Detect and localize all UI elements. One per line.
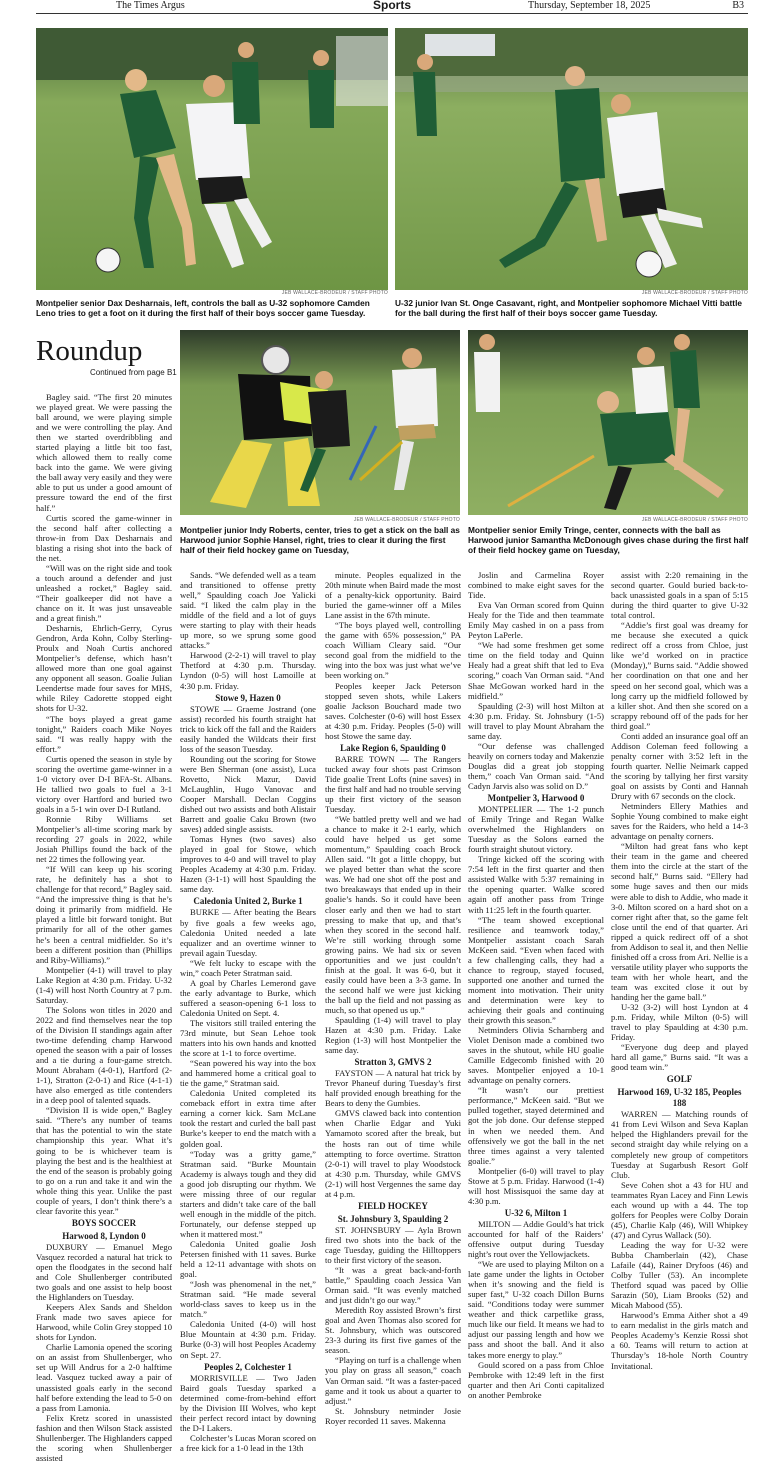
paragraph: Tringe kicked off the scoring with 7:54 left in the first quarter and then assisted Walke with 5:37 remaining in the opening quarter. Walke scored again off another pass from Tringe with 11:25 left in the fourth quarter. <box>468 854 604 915</box>
paragraph: Meredith Roy assisted Brown’s first goal and Aven Thomas also scored for St. Johnsbury, which was outscored 23-3 during its first five games of the season. <box>325 1305 461 1356</box>
page-number: B3 <box>732 0 744 11</box>
paragraph: STOWE — Graeme Jostrand (one assist) recorded his fourth straight hat trick to kick off the fall and the Raiders easily handed the Wildcats their first loss of the season Tuesday. <box>180 703 316 754</box>
photo-field-hockey-1 <box>180 330 460 515</box>
paragraph: WARREN — Matching rounds of 41 from Levi Wilson and Seva Kaplan helped the Highlanders prevail for the second straight day while relying on a completely new group of competitors Tuesday at Sugarbush Resort Golf Club. <box>611 1109 748 1180</box>
subhead: Peoples 2, Colchester 1 <box>204 1361 292 1372</box>
paragraph: DUXBURY — Emanuel Mego Vasquez recorded a natural hat trick to open the floodgates in the second half and Cole Shullenberger contributed two goals and one assist to help boost the Highlanders on Tuesday. <box>36 1241 172 1303</box>
paragraph: Caledonia United (4-0) will host Blue Mountain at 4:30 p.m. Friday. Burke (0-3) will host Peoples Academy on Sept. 27. <box>180 1319 316 1360</box>
paragraph: assist with 2:20 remaining in the second quarter. Gould buried back-to-back unassisted goals in a span of 5:15 during the third quarter to give U-32 total control. <box>611 570 748 621</box>
paragraph: ST. JOHNSBURY — Ayla Brown fired two shots into the back of the cage Tuesday, guiding the Hilltoppers to their first victory of the season. <box>325 1224 461 1265</box>
photo-caption-4: Montpelier senior Emily Tringe, center, connects with the ball as Harwood junior Samantha McDonough gives chase during the first half of their field hockey game on Tuesday, <box>468 525 749 555</box>
subhead: St. Johnsbury 3, Spaulding 2 <box>337 1213 449 1224</box>
paragraph: Keepers Alex Sands and Sheldon Frank made two saves apiece for Harwood, while Colin Grey stopped 10 shots for Lyndon. <box>36 1302 172 1343</box>
photo-credit-4: JEB WALLACE-BRODEUR / STAFF PHOTO <box>641 517 748 523</box>
masthead <box>36 0 748 14</box>
paragraph: MILTON — Addie Gould’s hat trick accounted for half of the Raiders’ offensive output during Tuesday night’s rout over the Yellowjackets. <box>468 1218 604 1260</box>
article-headline: Roundup <box>36 335 143 367</box>
photo-credit-3: JEB WALLACE-BRODEUR / STAFF PHOTO <box>353 517 460 523</box>
paragraph: “Our defense was challenged heavily on corners today and Makenzie Douglas did a great job stopping them,” coach Van Orman said. “And Cadyn Jarvis also was solid on D.” <box>468 740 604 791</box>
paragraph: Eva Van Orman scored from Quinn Healy for the Tide and then teammate Emily May cashed in on a pass from Peyton LaPerle. <box>468 600 604 641</box>
paragraph: “The team showed exceptional resilience and teamwork today,” Montpelier assistant coach Sarah McKeen said. “Even when faced with a few challenging calls, they had a chance to regroup, stayed focused, supported one another and turned the moment into motivation. Their unity and determination were key to achieving their goals and continuing their growth this season.” <box>468 914 604 1026</box>
paragraph: “Today was a gritty game,” Stratman said. “Burke Mountain Academy is always tough and they did a good job disrupting our rhythm. We were missing three of our regular starters and didn’t take care of the ball well enough in the middle of the pitch. Fortunately, our defense stepped up when it mattered most.” <box>180 1148 316 1239</box>
paragraph: St. Johnsbury netminder Josie Royer recorded 11 saves. Makenna <box>325 1405 461 1426</box>
paragraph: Leading the way for U-32 were Bubba Chamberlain (42), Chase Lafaile (44), Rainer Dryfoos (46) and Colby Tuller (53). An incomplete Thetford squad was paced by Ollie Sarazin (50), Liam Brooks (52) and Micah Mabood (55). <box>611 1239 748 1311</box>
paragraph: Curtis opened the season in style by scoring the overtime game-winner in a 1-0 victory over D-I BFA-St. Albans. He tallied two goals to fuel a 3-1 victory over Hartford and buried two goals in a 5-1 win over D-I Rutland. <box>36 753 172 814</box>
paragraph: Joslin and Carmelina Royer combined to make eight saves for the Tide. <box>468 570 604 601</box>
paragraph: “It was a great back-and-forth battle,” Spaulding coach Jessica Van Orman said. “It was evenly matched and just didn’t go our way.” <box>325 1265 461 1306</box>
paragraph: “We are used to playing Milton on a late game under the lights in October when it’s snowing and the field is super fast,” U-32 coach Dillon Burns said. “Conditions today were summer weather and thick carpetlike grass, much like our field. It means we had to adjust our passing length and how we pass and shoot the ball. And it also takes more energy to play.” <box>468 1259 604 1360</box>
paragraph: Curtis scored the game-winner in the second half after collecting a throw-in from Dax Desharnais and blasting a rising shot into the back of the net. <box>36 512 172 563</box>
article-column-2 <box>180 570 316 1456</box>
article-column-5 <box>611 570 748 1456</box>
paragraph: “The boys played well, controlling the game with 65% possession,” PA coach William Cleary said. “Our second goal from the midfield to the wing into the box was just what we’ve been working on.” <box>325 620 461 681</box>
subhead: Caledonia United 2, Burke 1 <box>193 896 303 907</box>
photo-soccer-2 <box>395 28 748 290</box>
paragraph: Harwood’s Emma Aither shot a 49 to earn medalist in the girls match and Peoples Academy’s Kenzie Rossi shot a 60. Teams will return to action at Thursday’s 18-hole North Country Invitational. <box>611 1310 748 1371</box>
article-column-4 <box>468 570 604 1456</box>
section-title: Sports <box>373 0 412 12</box>
subhead: Lake Region 6, Spaulding 0 <box>340 742 446 753</box>
paragraph: Montpelier (6-0) will travel to play Stowe at 5 p.m. Friday. Harwood (1-4) will host Missisquoi the same day at 4:30 p.m. <box>468 1165 604 1206</box>
paragraph: Felix Kretz scored in unassisted fashion and then Wilson Stack assisted Shullenberger. The Highlanders capped the scoring when Shullenberger assisted <box>36 1412 172 1463</box>
subhead: U-32 6, Milton 1 <box>504 1207 568 1218</box>
paragraph: Spaulding (2-3) will host Milton at 4:30 p.m. Friday. St. Johnsbury (1-5) will travel to play Mount Abraham the same day. <box>468 700 604 741</box>
paragraph: BARRE TOWN — The Rangers tucked away four shots past Crimson Tide goalie Trent Lofts (nine saves) in the first half and had no trouble serving up their first victory of the season Tuesday. <box>325 753 461 815</box>
jump-line: Continued from page B1 <box>90 368 177 377</box>
paragraph: “It wasn’t our prettiest performance,” McKeen said. “But we pulled together, stayed determined and got the job done. Our defense stepped in when we needed them. And offensively we got the ball in the net three times against a very talented goalie.” <box>468 1085 604 1166</box>
paragraph: Conti added an insurance goal off an Addison Coleman feed following a penalty corner with 3:52 left in the fourth quarter. Nellie Neimark capped the scoring by tallying her first varsity goal on assists by Conti and Hannah Drury with 67 seconds on the clock. <box>611 730 748 802</box>
article-column-1 <box>36 392 172 1463</box>
paragraph: “Milton had great fans who kept their team in the game and cheered them into the circle at the start of the second half,” Burns said. “Ellery had some huge saves and then our mids were able to dish to Addie, who made it 3-0. Milton scored on a hard shot on a corner right after that, so the game felt close until the end of that quarter. Ari ripped a quick redirect off of a shot from Addison to seal it, and then Nellie finished off a cross from Ari. Nellie is a versatile utility player who supports the team with her whole heart, and the team was excited close it out by handing her the game ball.” <box>611 841 748 1002</box>
paragraph: Peoples keeper Jack Peterson stopped seven shots, while Lakers goalie Jackson Bouchard made two saves. Colchester (0-6) will host Essex at 4:30 p.m. Friday. Peoples (5-0) will host Stowe the same day. <box>325 680 461 741</box>
paragraph: The visitors still trailed entering the 73rd minute, but Sean Lehoe took matters into his own hands and knotted the score at 1-1 to force overtime. <box>180 1017 316 1059</box>
paragraph: Gould scored on a pass from Chloe Pembroke with 12:49 left in the first quarter and then Ari Conti capitalized on another Pembroke <box>468 1359 604 1400</box>
paragraph: Desharnis, Ehrlich-Gerry, Cyrus Gendron, Arda Kohn, Colby Sterling-Proulx and Noah Curtis anchored Montpelier’s defense, which hasn’t allowed more than one goal against any opponent all season. Goalie Julian Leendertse made four saves for MHS, while Riley Cadorette stopped eight shots for U-32. <box>36 623 172 714</box>
paragraph: Harwood (2-2-1) will travel to play Thetford at 4:30 p.m. Thursday. Lyndon (0-5) will host Lamoille at 4:30 p.m. Friday. <box>180 650 316 691</box>
paragraph: “If Will can keep up his scoring rate, he definitely has a shot to challenge for that record,” Bagley said. “And the impressive thing is that he’s doing it primarily from midfield. He played a little bit forward tonight. But primarily for all of the other games he’s been a central midfielder. So it’s been a different position than (Phillips and Riby-Williams).” <box>36 864 172 965</box>
subhead: Harwood 169, U-32 185, Peoples 188 <box>617 1087 742 1109</box>
paragraph: MONTPELIER — The 1-2 punch of Emily Tringe and Regan Walke overwhelmed the Highlanders on Tuesday as the Solons earned the fourth straight shutout victory. <box>468 804 604 855</box>
paragraph: Montpelier (4-1) will travel to play Lake Region at 4:30 p.m. Friday. U-32 (1-4) will host North Country at 7 p.m. Saturday. <box>36 964 172 1005</box>
paragraph: “We had some freshmen get some time on the field today and Quinn Healy had a great shift that led to Eva scoring,” coach Van Orman said. “And Shae McGowan worked hard in the midfield.” <box>468 640 604 701</box>
paragraph: Spaulding (1-4) will travel to play Hazen at 4:30 p.m. Friday. Lake Region (1-3) will host Montpelier the same day. <box>325 1015 461 1056</box>
photo-credit-1: JEB WALLACE-BRODEUR / STAFF PHOTO <box>281 290 388 296</box>
subhead: Montpelier 3, Harwood 0 <box>487 793 585 804</box>
paragraph: “We felt lucky to escape with the win,” coach Peter Stratman said. <box>180 957 316 978</box>
paragraph: “We battled pretty well and we had a chance to make it 2-1 early, which could have helped us get some momentum,” Spaulding coach Brock Allen said. “It got a little choppy, but we played better than what the score was. We had one shot off the post and two breakaways that ended up in their goalie’s hands. So it could have been closer early and then we had to start pressing to make that up, and that’s when they scored in the second half. We’re still working through some growing pains. We had six or seven opportunities and we just couldn’t finish at the goal. It was 6-0, but it easily could have been a 3-3 game. In the second half we were just kicking the ball up the field and not passing as much, so that opened us up.” <box>325 814 461 1015</box>
paragraph: Netminders Olivia Scharnberg and Violet Denison made a combined two saves in the shutout, while HU goalie Camille Edgecomb finished with 20 saves. Montpelier enjoyed a 10-1 advantage on penalty corners. <box>468 1025 604 1086</box>
photo-field-hockey-2 <box>468 330 748 515</box>
paragraph: minute. Peoples equalized in the 20th minute when Baird made the most of a penalty-kick opportunity. Baird buried the game-winner off a Miles Lane assist in the 67th minute. <box>325 570 461 621</box>
paragraph: Colchester’s Lucas Moran scored on a free kick for a 1-0 lead in the 13th <box>180 1432 316 1453</box>
photo-caption-2: U-32 junior Ivan St. Onge Casavant, right, and Montpelier sophomore Michael Vitti battle for the ball during the first half of their boys soccer game Tuesday. <box>395 298 742 318</box>
paragraph: “Sean powered his way into the box and hammered home a critical goal to tie the game,” Stratman said. <box>180 1058 316 1089</box>
paragraph: “Josh was phenomenal in the net,” Stratman said. “He made several world-class saves to keep us in the match.” <box>180 1279 316 1320</box>
paragraph: The Solons won titles in 2020 and 2022 and find themselves near the top of the Division II standings again after two-time defending champ Harwood opened the season with a pair of losses and a tie during a four-game stretch. Mount Abraham (4-0-1), Hartford (2-1-1), Stratton (2-0-1) and Rice (4-1-1) have also emerged as title contenders in a deep pool of talented squads. <box>36 1004 172 1106</box>
paragraph: “Division II is wide open,” Bagley said. “There’s any number of teams that has the potential to win the state championship this year. What it’s going to be is whichever team is playing the best and is the healthiest at the end of the season is probably going to go on a run and take it and win the whole thing this year. Unlike the past couple of years, I don’t think there’s a clear favorite this year.” <box>36 1105 172 1216</box>
subhead: Stratton 3, GMVS 2 <box>354 1057 432 1068</box>
subhead: FIELD HOCKEY <box>358 1200 428 1211</box>
paragraph: MORRISVILLE — Two Jaden Baird goals Tuesday sparked a determined come-from-behind effort by the Division III Wolves, who kept their perfect record intact by downing the D-I Lakers. <box>180 1372 316 1433</box>
paragraph: Netminders Ellery Mathies and Sophie Young combined to make eight saves for the Raiders, who held a 14-3 advantage on penalty corners. <box>611 801 748 842</box>
photo-caption-1: Montpelier senior Dax Desharnais, left, controls the ball as U-32 sophomore Camden Leno tries to get a foot on it during the first half of their boys soccer game Tuesday. <box>36 298 370 318</box>
photo-soccer-1 <box>36 28 388 290</box>
photo-credit-2: JEB WALLACE-BRODEUR / STAFF PHOTO <box>641 290 748 296</box>
paragraph: Ronnie Riby Williams set Montpelier’s all-time scoring mark by recording 27 goals in 2022, while Josiah Phillips found the back of the net 22 times the following year. <box>36 813 172 865</box>
paragraph: BURKE — After beating the Bears by five goals a few weeks ago, Caledonia United needed a late equalizer and an overtime winner to prevail again Tuesday. <box>180 907 316 958</box>
paragraph: Tomas Hynes (two saves) also played in goal for Stowe, which improves to 4-0 and will travel to play Peoples Academy at 4:30 p.m. Friday. Hazen (3-1-1) will host Spaulding the same day. <box>180 834 316 895</box>
paragraph: “Everyone dug deep and played hard all game,” Burns said. “It was a good team win.” <box>611 1042 748 1073</box>
paragraph: “Will was on the right side and took a touch around a defender and just unleashed a rocket,” Bagley said. “Their goalkeeper did not have a chance on it. It was just unsaveable and a great finish.” <box>36 562 172 624</box>
article-column-3 <box>325 570 461 1456</box>
paragraph: Charlie Lamonia opened the scoring on an assist from Shullenberger, who set up Will Andrus for a 2-0 halftime lead. Vasquez tucked away a pair of unassisted goals early in the second half before extending the lead to 5-0 on a pass from Lamonia. <box>36 1342 172 1413</box>
paragraph: Seve Cohen shot a 43 for HU and teammates Ryan Lacey and Finn Lewis each wound up with a 44. The top golfers for Peoples were Colby Dorain (45), Charlie Kalp (46), Will Whipkey (47) and Cyrus Wallack (50). <box>611 1179 748 1240</box>
paragraph: U-32 (3-2) will host Lyndon at 4 p.m. Friday, while Milton (0-5) will travel to play Spaulding at 4:30 p.m. Friday. <box>611 1002 748 1043</box>
paragraph: Bagley said. “The first 20 minutes we played great. We were passing the ball around, we were playing simple and we were controlling the play. And then we started overdribbling and started playing a little bit too fast, which allowed them to really come back into the game. We were giving the ball away very easily and they were able to put us under a good amount of pressure toward the end of the first half.” <box>36 392 172 513</box>
paragraph: “Addie’s first goal was dreamy for me because she executed a quick redirect off a cross from Chloe, just like we’d worked on in practice (Monday),” Burns said. “Addie showed her coordination on that one and her speed on her second goal, which was a long carry up the midfield followed by a killer shot. And then she scored on a scrappy rebound off of the pads for her third goal.” <box>611 620 748 731</box>
paragraph: “Playing on turf is a challenge when you play on grass all season,” coach Van Orman said. “It was a faster-paced game and it took us about a quarter to adjust.” <box>325 1355 461 1406</box>
paragraph: Rounding out the scoring for Stowe were Ben Sherman (one assist), Luca Rovetto, Nick Mazur, David McLaughlin, Hugo Vanovac and Cooper Marshall. Declan Coggins dished out two assists and both Alistair Barrett and goalie Caku Brown (two saves) added single assists. <box>180 753 316 835</box>
paragraph: Caledonia United goalie Josh Petersen finished with 11 saves. Burke held a 12-11 advantage with shots on goal. <box>180 1239 316 1280</box>
paragraph: Caledonia United completed its comeback effort in extra time after earning a corner kick. Sam McLane took the restart and curled the ball past Burke’s keeper to end the match with a golden goal. <box>180 1088 316 1149</box>
paragraph: FAYSTON — A natural hat trick by Trevor Phaneuf during Tuesday’s first half provided enough breathing for the Bears to deny the Gumbies. <box>325 1068 461 1109</box>
issue-date: Thursday, September 18, 2025 <box>528 0 651 11</box>
paragraph: Sands. “We defended well as a team and transitioned to offense pretty well,” Spaulding coach Joe Yalicki said. “I liked the calm play in the middle of the field and a lot of guys were starting to play with their heads up more, so we sprung some good attacks.” <box>180 570 316 651</box>
paragraph: GMVS clawed back into contention when Charlie Edgar and Yuki Yamamoto scored after the break, but the hosts ran out of time while attempting to force overtime. Stratton (2-0-1) will travel to play Woodstock at 4:30 p.m. Thursday, while GMVS (2-1) will host Vergennes the same day at 4 p.m. <box>325 1108 461 1199</box>
paper-name: The Times Argus <box>116 0 185 11</box>
photo-caption-3: Montpelier junior Indy Roberts, center, tries to get a stick on the ball as Harwood junior Sophie Hansel, right, tries to clear it during the first half of their field hockey game on Tuesday, <box>180 525 460 555</box>
paragraph: “The boys played a great game tonight,” Raiders coach Mike Noyes said. “I was really happy with the effort.” <box>36 713 172 754</box>
subhead: Harwood 8, Lyndon 0 <box>62 1230 146 1241</box>
subhead: Stowe 9, Hazen 0 <box>215 692 281 703</box>
subhead: GOLF <box>666 1074 693 1085</box>
subhead: BOYS SOCCER <box>71 1217 137 1228</box>
paragraph: A goal by Charles Lemerond gave the early advantage to Burke, which suffered a season-opening 6-1 loss to Caledonia United on Sept. 4. <box>180 977 316 1018</box>
